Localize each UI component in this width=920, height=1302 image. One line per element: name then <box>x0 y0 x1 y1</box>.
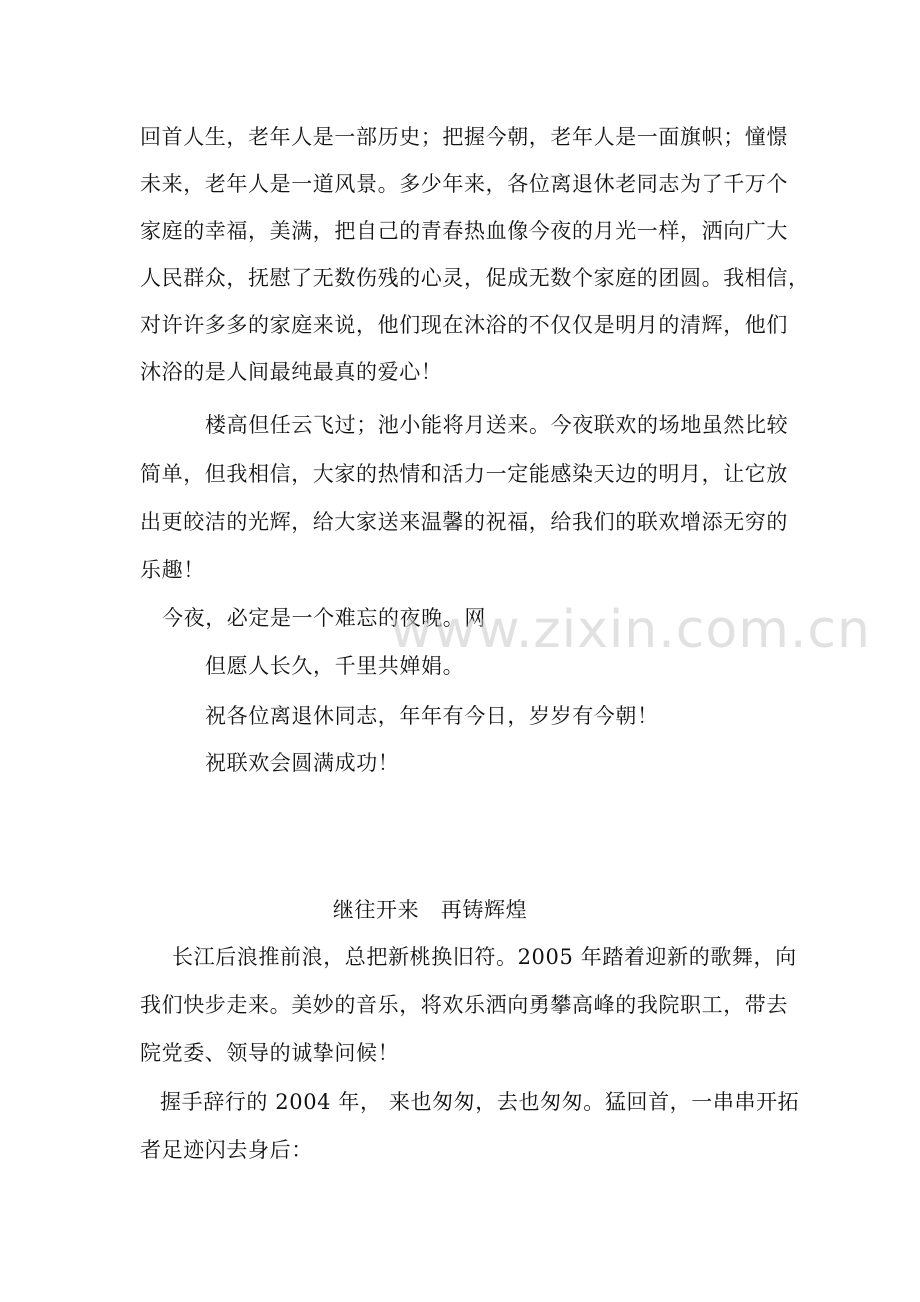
text-line: 沐浴的是人间最纯最真的爱心！ <box>140 360 443 384</box>
text-line: 楼高但任云飞过；池小能将月送来。今夜联欢的场地虽然比较 <box>205 413 789 437</box>
text-line: 家庭的幸福，美满，把自己的青春热血像今夜的月光一样，洒向广大 <box>140 219 788 243</box>
text-line: 乐趣！ <box>140 558 205 582</box>
text-line: 但愿人长久，千里共婵娟。 <box>205 654 465 678</box>
text-line: 长江后浪推前浪，总把新桃换旧符。2005 年踏着迎新的歌舞，向 <box>172 945 797 969</box>
text-line: 简单，但我相信，大家的热情和活力一定能感染天边的明月，让它放 <box>140 462 788 486</box>
text-line: 对许许多多的家庭来说，他们现在沐浴的不仅仅是明月的清辉，他们 <box>140 313 788 337</box>
text-line: 我们快步走来。美妙的音乐，将欢乐洒向勇攀高峰的我院职工，带去 <box>140 993 788 1017</box>
watermark: www.zixin.com.cn <box>390 600 871 660</box>
text-line: 出更皎洁的光辉，给大家送来温馨的祝福，给我们的联欢增添无穷的 <box>140 510 788 534</box>
section-title: 继往开来 再铸辉煌 <box>332 898 528 922</box>
text-line: 祝各位离退休同志，年年有今日，岁岁有今朝！ <box>205 704 659 728</box>
text-line: 握手辞行的 2004 年， 来也匆匆，去也匆匆。猛回首，一串串开拓 <box>160 1090 800 1114</box>
text-line: 院党委、领导的诚挚问候！ <box>140 1041 400 1065</box>
text-line: 人民群众，抚慰了无数伤残的心灵，促成无数个家庭的团圆。我相信， <box>140 266 810 290</box>
text-line: 者足迹闪去身后： <box>140 1138 313 1162</box>
text-line: 祝联欢会圆满成功！ <box>205 751 400 775</box>
text-line: 未来，老年人是一道风景。多少年来，各位离退休老同志为了千万个 <box>140 172 788 196</box>
text-line: 今夜，必定是一个难忘的夜晚。网 <box>162 606 486 630</box>
text-line: 回首人生，老年人是一部历史；把握今朝，老年人是一面旗帜；憧憬 <box>140 125 788 149</box>
